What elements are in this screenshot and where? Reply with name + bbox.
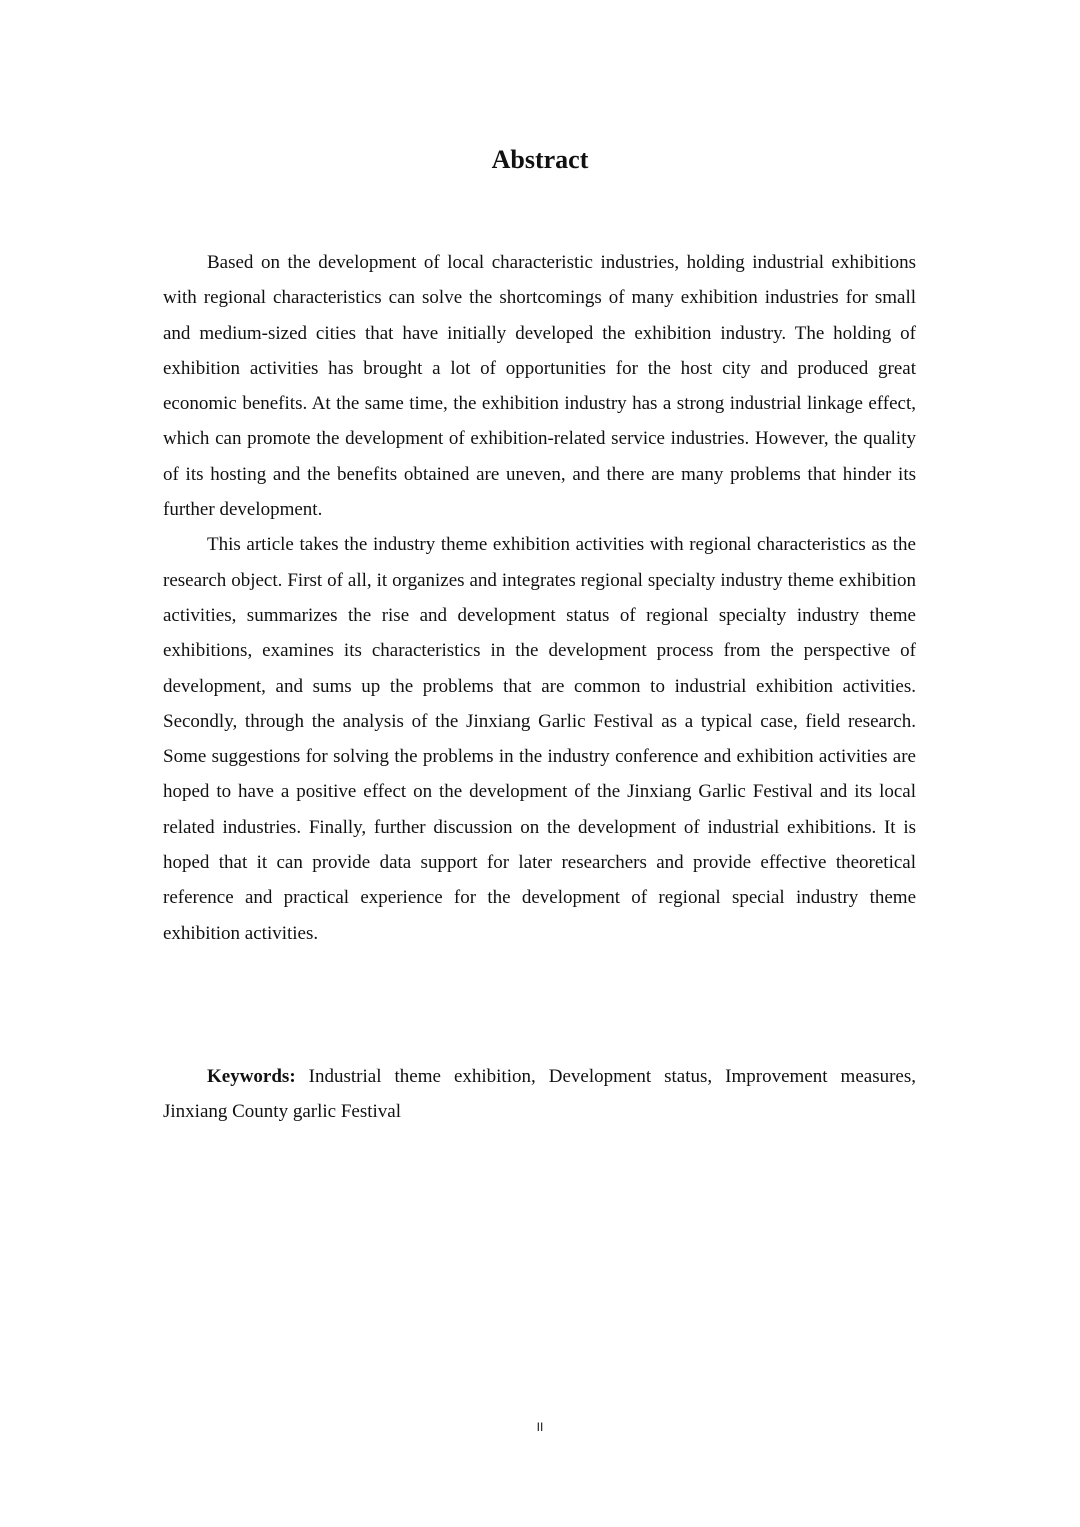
page-number: II bbox=[536, 1420, 544, 1434]
keywords-text: Industrial theme exhibition, Development status, Improvement measures, Jinxiang County garlic Festival bbox=[163, 1066, 916, 1123]
abstract-paragraph-2: This article takes the industry theme exhibition activities with regional characteristics as the research object. First of all, it organizes and integrates regional specialty industry theme exhibition activities, summarizes the rise and development status of regional specialty industry theme exhibitions, examines its characteristics in the development process from the perspective of development, and sums up the problems that are common to industrial exhibition activities. Secondly, through the analysis of the Jinxiang Garlic Festival as a typical case, field research. Some suggestions for solving the problems in the industry conference and exhibition activities are hoped to have a positive effect on the development of the Jinxiang Garlic Festival and its local related industries. Finally, further discussion on the development of industrial exhibitions. It is hoped that it can provide data support for later researchers and provide effective theoretical reference and practical experience for the development of regional special industry theme exhibition activities. bbox=[163, 534, 916, 944]
abstract-body bbox=[163, 245, 916, 951]
keywords-paragraph bbox=[163, 1059, 916, 1130]
abstract-paragraph-1: Based on the development of local characteristic industries, holding industrial exhibitions with regional characteristics can solve the shortcomings of many exhibition industries for small and medium-sized cities that have initially developed the exhibition industry. The holding of exhibition activities has brought a lot of opportunities for the host city and produced great economic benefits. At the same time, the exhibition industry has a strong industrial linkage effect, which can promote the development of exhibition-related service industries. However, the quality of its hosting and the benefits obtained are uneven, and there are many problems that hinder its further development. bbox=[163, 252, 916, 521]
abstract-title: Abstract bbox=[491, 145, 589, 174]
keywords-label: Keywords: bbox=[207, 1066, 296, 1087]
